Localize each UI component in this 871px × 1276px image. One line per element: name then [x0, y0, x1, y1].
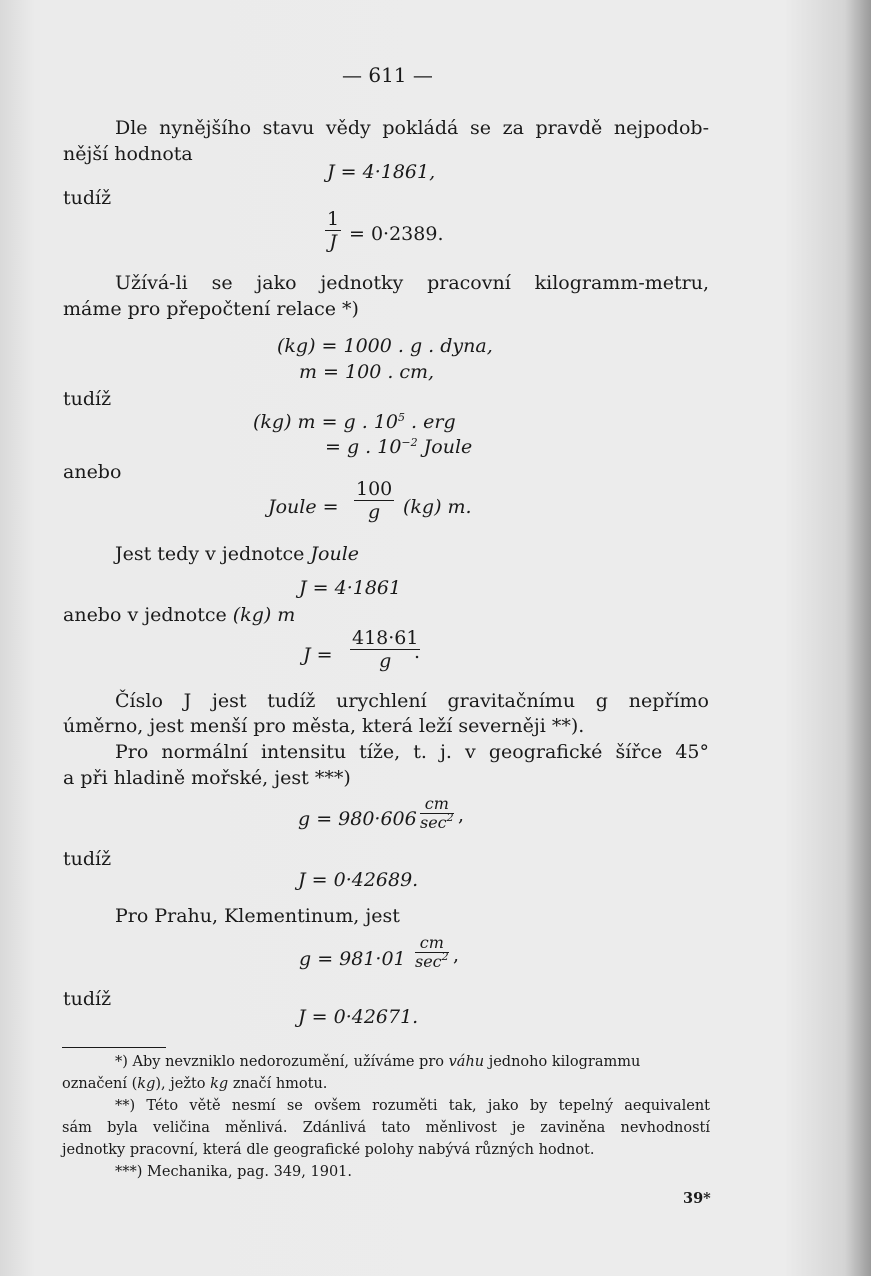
equation-comma: , [458, 804, 465, 826]
relation-text: . erg [405, 411, 456, 433]
footnote-line: sám byla veličina měnlivá. Zdánlivá tato měnlivost je zaviněna nevhodností [62, 1120, 710, 1136]
fraction-numerator: cm [415, 934, 449, 953]
paragraph-line: Pro Prahu, Klementinum, jest [115, 905, 400, 927]
equation-j: J = 4·1861 [299, 577, 402, 599]
paragraph-line: Číslo J jest tudíž urychlení gravitačnímu g nepřímo [115, 690, 709, 712]
tudiz-label: tudíž [63, 848, 112, 870]
relation-text: = g . 10 [325, 436, 402, 458]
footnote-line: jednotky pracovní, která dle geografické polohy nabývá různých hodnot. [62, 1142, 595, 1158]
fraction-denominator [415, 950, 449, 971]
equation-j: J = 0·42671. [298, 1006, 419, 1028]
text: *) Aby nevzniklo nedorozumění, užíváme pro [115, 1054, 449, 1070]
tudiz-label: tudíž [63, 187, 112, 209]
equation-g-lhs: g = 981·01 [299, 948, 406, 970]
equation-comma: , [453, 944, 460, 966]
fraction-denominator [420, 811, 454, 832]
paragraph-line: nější hodnota [63, 143, 193, 165]
page-number: — 611 — [342, 63, 433, 87]
text: Jest tedy v jednotce [115, 543, 311, 565]
paragraph-line: Užívá-li se jako jednotky pracovní kilogramm-metru, [115, 272, 709, 294]
paragraph-line [115, 542, 359, 566]
fraction-one-over-j [325, 208, 341, 253]
text: anebo v jednotce [63, 604, 233, 626]
tudiz-label: tudíž [63, 388, 112, 410]
equation-j: J = 4·1861, [327, 161, 436, 183]
exponent: 2 [441, 950, 449, 963]
exponent: 5 [398, 411, 406, 424]
tudiz-label: tudíž [63, 988, 112, 1010]
paragraph-line [63, 603, 295, 627]
text: značí hmotu. [228, 1076, 328, 1092]
equation-period: . [414, 641, 421, 663]
footnote-line: **) Této větě nesmí se ovšem rozuměti tak, jako by tepelný aequivalent [115, 1098, 710, 1114]
equation-inverse-j: = 0·2389. [349, 223, 444, 245]
relation-kg: (kg) = 1000 . g . dyna, [277, 335, 493, 357]
fraction-denominator: g [368, 501, 381, 523]
text-italic: kg [210, 1076, 229, 1092]
fraction-418-over-g [350, 627, 420, 672]
signature-mark: 39* [683, 1190, 711, 1207]
fraction-numerator: 418·61 [352, 627, 419, 649]
equation-j-lhs: J = [303, 644, 333, 666]
text-italic: váhu [448, 1054, 485, 1070]
paragraph-line: máme pro přepočtení relace *) [63, 298, 359, 320]
footnote-line [62, 1075, 327, 1093]
exponent: 2 [446, 811, 454, 824]
fraction-denominator: g [379, 650, 392, 672]
relation-joule [325, 435, 472, 459]
text: označení ( [62, 1076, 138, 1092]
relation-kg-m [253, 410, 456, 434]
text-italic: Joule [310, 543, 360, 565]
equation-joule-lhs: Joule = [268, 496, 339, 518]
text-italic: (kg) m [232, 604, 296, 626]
relation-m: m = 100 . cm, [299, 361, 435, 383]
relation-text: (kg) m = g . 10 [253, 411, 399, 433]
footnote-rule [62, 1047, 166, 1048]
paragraph-line: a při hladině mořské, jest ***) [63, 767, 351, 789]
exponent: −2 [401, 436, 418, 449]
equation-joule-rhs: (kg) m. [403, 496, 472, 518]
footnote-line [115, 1053, 640, 1071]
anebo-label: anebo [63, 461, 122, 483]
fraction-cm-over-sec2 [415, 934, 449, 971]
fraction-cm-over-sec2 [420, 795, 454, 832]
unit-sec: sec [415, 952, 442, 971]
relation-text: Joule [417, 436, 473, 458]
fraction-denominator: J [329, 231, 337, 253]
text-italic: kg [137, 1076, 156, 1092]
paragraph-line: úměrno, jest menší pro města, která leží severněji **). [63, 715, 585, 737]
unit-sec: sec [420, 813, 447, 832]
fraction-100-over-g [354, 478, 394, 523]
equation-g-lhs: g = 980·606 [298, 808, 417, 830]
footnote-line: ***) Mechanika, pag. 349, 1901. [115, 1164, 353, 1180]
paragraph-line: Pro normální intensitu tíže, t. j. v geografické šířce 45° [115, 741, 709, 763]
paragraph-line: Dle nynějšího stavu vědy pokládá se za pravdě nejpodob- [115, 117, 709, 139]
fraction-numerator: 1 [327, 208, 340, 230]
text: jednoho kilogrammu [484, 1054, 641, 1070]
fraction-numerator: cm [420, 795, 454, 814]
equation-j: J = 0·42689. [298, 869, 419, 891]
fraction-numerator: 100 [356, 478, 393, 500]
text: ), ježto [155, 1076, 211, 1092]
